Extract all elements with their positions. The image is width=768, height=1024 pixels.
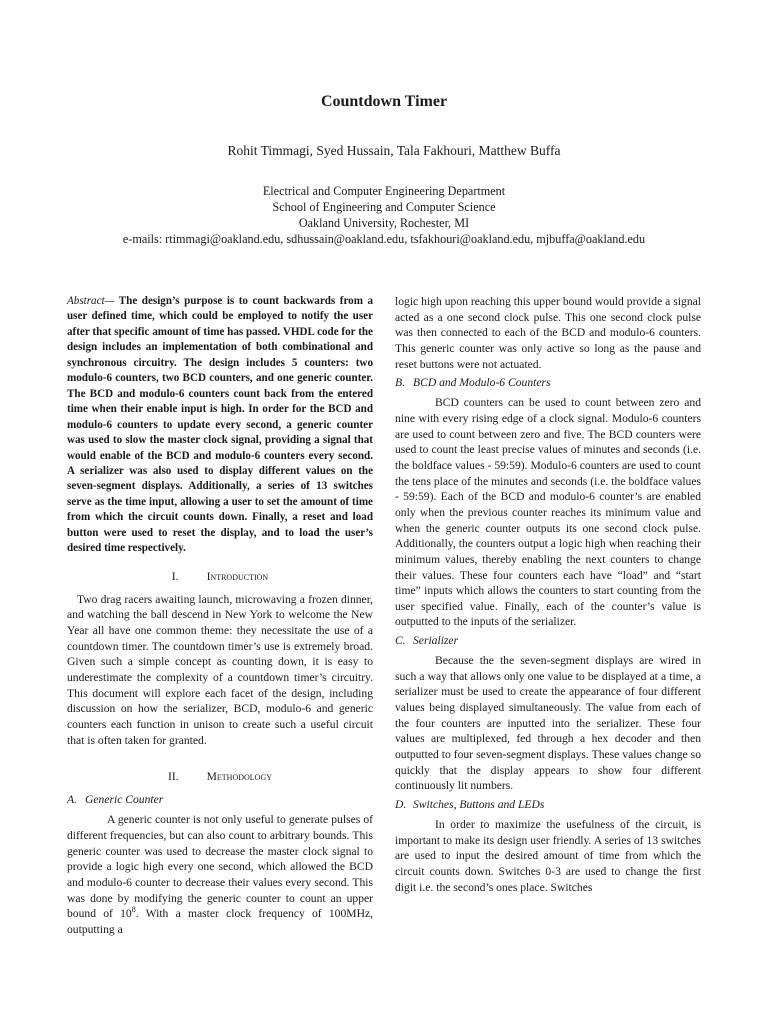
- generic-counter-continuation: logic high upon reaching this upper bound would provide a signal acted as a one second clock pulse. This one second clock pulse was then connected to each of the BCD and modulo-6 counters. This generic counter was only active so long as the pause and reset buttons were not actuated.: [395, 295, 701, 371]
- subsection-heading-bcd: [395, 375, 701, 391]
- switches-paragraph: In order to maximize the usefulness of the circuit, is important to make its design user friendly. A series of 13 switches are used to input the desired amount of time from which the circuit counts down. Switches 0-3 are used to change the first digit i.e. the second’s ones place. Switches: [395, 818, 701, 894]
- subsection-heading-generic-counter: [67, 792, 373, 808]
- subsection-letter: C.: [395, 634, 406, 648]
- subsection-title: Generic Counter: [85, 793, 164, 807]
- bcd-paragraph: BCD counters can be used to count between zero and nine with every rising edge of a clock signal. Modulo-6 counters are used to count between zero and five. The BCD counters were used to count the least precise values of minutes and seconds (i.e. the boldface values - 59:59). Modulo-6 counters are used to count the tens place of the minutes and seconds (i.e. the boldface values - 59:59). Each of the BCD and modulo-6 counter’s are enabled only when the previous counter reaches its minimum value and when the generic counter outputs its one second clock pulse. Additionally, the counters output a logic high when reaching their minimum values, thereby enabling the next counters to change their values. These four counters each have “load” and “start time” inputs which allows the counters to start counting from the user specified value. Finally, each of the counter’s value is outputted to the inputs of the serializer.: [395, 396, 701, 629]
- school-line: School of Engineering and Computer Science: [272, 200, 496, 214]
- introduction-paragraph: Two drag racers awaiting launch, microwaving a frozen dinner, and watching the ball descend in New York to welcome the New Year all have one common theme: they necessitate the use of a countdown timer. The countdown timer’s use is extremely broad. Given such a simple concept as counting down, it is easy to underestimate the complexity of a countdown timer’s circuitry. This document will explore each facet of the design, including discussion on how the serializer, BCD, modulo-6 and generic counters each function in unison to create such a useful circuit that is often taken for granted.: [67, 592, 373, 747]
- subsection-letter: A.: [67, 793, 77, 807]
- subsection-title: Switches, Buttons and LEDs: [413, 798, 545, 812]
- subsection-heading-serializer: [395, 633, 701, 649]
- affiliation-block: [0, 183, 768, 247]
- right-column: [395, 294, 701, 895]
- section-heading-methodology: [67, 769, 373, 784]
- left-column: [67, 294, 373, 938]
- department-line: Electrical and Computer Engineering Department: [262, 184, 506, 198]
- abstract-label: Abstract—: [67, 295, 115, 307]
- generic-counter-text: A generic counter is not only useful to generate pulses of different frequencies, but can also count to arbitrary bounds. This generic counter was used to decrease the master clock signal to provide a logic high every one second, which allowed the BCD and modulo-6 counter to decrease their values every second. This was done by modifying the generic counter to count an upper bound of 10: [67, 813, 373, 921]
- section-number: I.: [171, 569, 179, 583]
- subsection-letter: D.: [395, 798, 407, 812]
- university-line: Oakland University, Rochester, MI: [298, 216, 470, 230]
- generic-counter-paragraph: [67, 812, 373, 937]
- author-list: Rohit Timmagi, Syed Hussain, Tala Fakhouri, Matthew Buffa: [227, 143, 561, 158]
- section-title: Methodology: [206, 770, 273, 784]
- subsection-title: BCD and Modulo-6 Counters: [413, 376, 551, 390]
- abstract: [67, 294, 373, 557]
- subsection-title: Serializer: [413, 634, 459, 648]
- subsection-heading-switches: [395, 797, 701, 813]
- section-number: II.: [167, 770, 179, 784]
- section-title: Introduction: [206, 569, 269, 583]
- exponent: 8: [131, 905, 136, 915]
- abstract-text: The design’s purpose is to count backwards from a user defined time, which could be employed to notify the user after that specific amount of time has passed. VHDL code for the design includes an implementation of both combinational and synchronous circuitry. The design includes 5 counters: two modulo-6 counters, two BCD counters, and one generic counter. The BCD and modulo-6 counters count back from the entered time when their enable input is high. In order for the BCD and modulo-6 counters to update every second, a generic counter was used to slow the master clock signal, providing a signal that would enable of the BCD and modulo-6 counters every second. A serializer was also used to display different values on the seven-segment displays. Additionally, a series of 13 switches serve as the time input, allowing a user to set the amount of time from which the circuit counts down. Finally, a reset and load button were used to reset the display, and to load the user’s desired time respectively.: [67, 295, 374, 555]
- subsection-letter: B.: [395, 376, 405, 390]
- paper-title: Countdown Timer: [320, 93, 448, 110]
- serializer-paragraph: Because the the seven-segment displays are wired in such a way that allows only one value to be displayed at a time, a serializer must be used to create the appearance of four different values being displayed simultaneously. The value from each of the four counters are inputted into the serializer. These four values are multiplexed, fed through a hex decoder and then outputted to four seven-segment displays. These values change so quickly that the display appears to show four different continuously lit numbers.: [395, 654, 701, 793]
- section-heading-introduction: [67, 569, 373, 584]
- email-line: e-mails: rtimmagi@oakland.edu, sdhussain@oakland.edu, tsfakhouri@oakland.edu, mjbuffa@oakland.edu: [122, 232, 646, 246]
- generic-counter-text-end: . With a master clock frequency of 100MHz, outputting a: [67, 907, 373, 936]
